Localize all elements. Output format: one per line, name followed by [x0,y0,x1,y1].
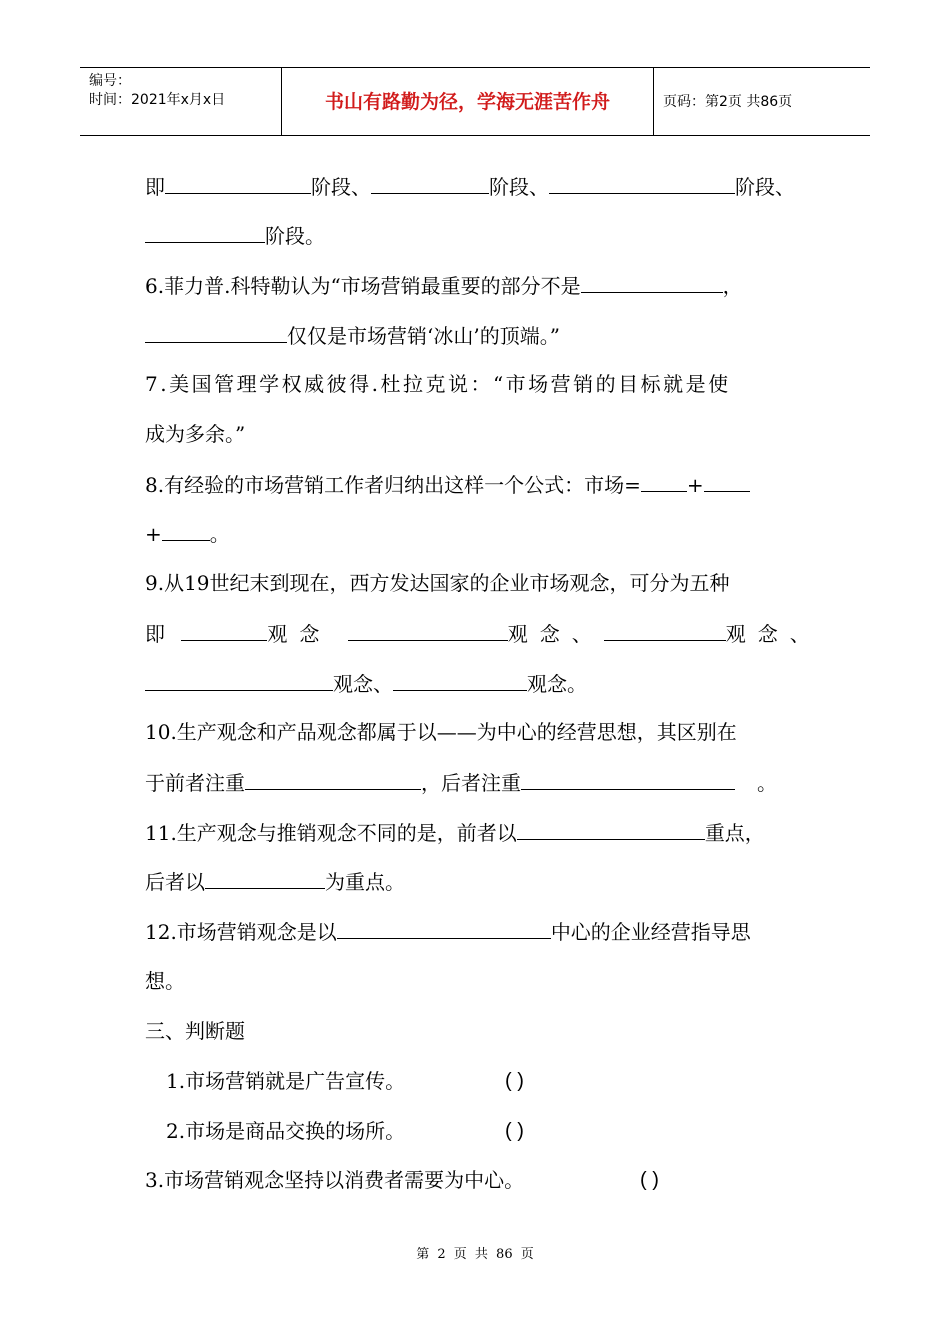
answer-blank[interactable] [348,618,508,641]
number-label: 编号： [89,73,131,89]
judge-item-2 [166,1116,846,1146]
q12-line-1 [145,916,825,946]
q11-text-c: 后者以 [145,870,205,894]
answer-parentheses[interactable]: ( ) [640,1169,659,1191]
q11-text-b: 重点， [704,821,765,845]
answer-blank[interactable] [549,171,735,194]
judge-item-1 [166,1066,846,1096]
answer-blank[interactable] [181,618,267,641]
q10-line-2 [145,767,825,797]
section3-title: 三、判断题 [145,1019,245,1043]
q9-text-b: 观念 [267,622,332,646]
answer-parentheses[interactable]: ( ) [505,1070,524,1092]
q5-line-1 [145,171,825,201]
page-footer: 第 2 页 共 86 页 [416,1247,534,1262]
q12-line-2: 想。 [145,969,185,993]
judge-item-text: 1.市场营销就是广告宣传。 [166,1069,406,1093]
q11-line-1 [145,817,825,847]
q8-text-c: + [145,522,162,546]
q10-text-a: 于前者注重 [145,771,245,795]
q6-text-a: 6.菲力普.科特勒认为“市场营销最重要的部分不是 [145,274,581,298]
q6-text-b: ， [722,274,743,298]
q12-text-a: 12.市场营销观念是以 [145,920,337,944]
answer-blank[interactable] [145,668,333,691]
q6-text-c: 仅仅是市场营销‘冰山’的顶端。” [287,324,560,348]
q12-text-b: 中心的企业经营指导思 [550,920,751,944]
answer-blank[interactable] [162,518,210,541]
judge-item-3 [145,1165,825,1195]
q5-text-b: 阶段、 [311,175,371,199]
date-label: 时间：2021年x月x日 [89,92,226,108]
answer-blank[interactable] [337,916,551,939]
answer-blank[interactable] [704,469,750,492]
q7-line-2: 成为多余。” [145,422,246,446]
answer-blank[interactable] [641,469,687,492]
q9-text-e: 观念、 [333,672,393,696]
q8-text-a: 8.有经验的市场营销工作者归纳出这样一个公式：市场= [145,473,641,497]
judge-item-text: 2.市场是商品交换的场所。 [166,1119,406,1143]
q9-line-1: 9.从19世纪末到现在，西方发达国家的企业市场观念，可分为五种 [145,571,730,595]
q11-text-d: 为重点。 [325,870,405,894]
q10-line-1: 10.生产观念和产品观念都属于以——为中心的经营思想，其区别在 [145,720,737,744]
answer-blank[interactable] [604,618,726,641]
answer-blank[interactable] [245,767,421,790]
answer-blank[interactable] [371,171,489,194]
q5-text-d: 阶段、 [735,175,795,199]
q9-text-d: 观念、 [725,622,822,646]
q5-line-2 [145,220,825,250]
answer-blank[interactable] [581,270,723,293]
answer-blank[interactable] [165,171,311,194]
q8-text-d: 。 [209,522,230,546]
q5-text-e: 阶段。 [265,224,325,248]
q9-text-c: 观念、 [507,622,604,646]
q7-line-1: 7.美国管理学权威彼得.杜拉克说：“市场营销的目标就是使 [145,372,731,396]
document-header [80,67,870,136]
q11-text-a: 11.生产观念与推销观念不同的是，前者以 [145,821,517,845]
q8-line-1 [145,469,825,499]
q5-text-a: 即 [145,175,165,199]
q9-line-2 [145,618,825,648]
q6-line-2 [145,320,825,350]
q6-line-1 [145,270,825,300]
q9-text-f: 观念。 [527,672,587,696]
q11-line-2 [145,866,825,896]
q8-line-2 [145,518,825,548]
q10-text-b: ，后者注重 [421,771,521,795]
answer-blank[interactable] [393,668,527,691]
answer-blank[interactable] [205,866,325,889]
answer-blank[interactable] [145,220,265,243]
q8-text-b: + [686,473,704,497]
header-left-cell [80,68,282,135]
judge-item-text: 3.市场营销观念坚持以消费者需要为中心。 [145,1168,525,1192]
header-motto: 书山有路勤为径，学海无涯苦作舟 [282,68,654,135]
q10-text-c: 。 [757,771,777,795]
answer-parentheses[interactable]: ( ) [505,1120,524,1142]
q9-line-3 [145,668,825,698]
q5-text-c: 阶段、 [489,175,549,199]
q9-text-a: 即 [145,622,165,646]
answer-blank[interactable] [517,817,705,840]
header-page-label: 页码：第2页 共86页 [663,94,793,110]
answer-blank[interactable] [521,767,735,790]
answer-blank[interactable] [145,320,287,343]
